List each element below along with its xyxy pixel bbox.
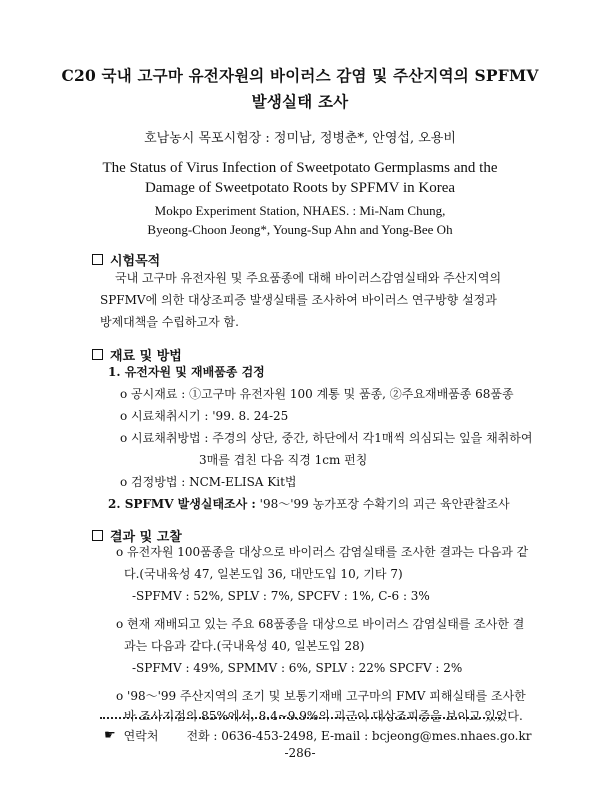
results-para2-line3: -SPFMV : 49%, SPMMV : 6%, SPLV : 22% SPCFV : 2%: [132, 661, 463, 675]
methods-item-1: o 공시재료 : ①고구마 유전자원 100 계통 및 품종, ②주요재배품종 68품종: [120, 387, 514, 401]
methods-subheading-1: 1. 유전자원 및 재배품종 검정: [108, 365, 265, 379]
english-title-line1: The Status of Virus Infection of Sweetpotato Germplasms and the: [102, 160, 498, 176]
results-para2-line2: 과는 다음과 같다.(국내육성 40, 일본도입 28): [124, 639, 365, 653]
section-results-heading-label: 결과 및 고찰: [110, 530, 182, 545]
methods-item-4: o 검정방법 : NCM-ELISA Kit법: [120, 475, 297, 489]
pointing-hand-icon: ☛: [104, 728, 116, 743]
methods-item-3: o 시료채취방법 : 주경의 상단, 중간, 하단에서 각1매씩 의심되는 잎을 채취하여: [120, 431, 533, 445]
purpose-line-1: 국내 고구마 유전자원 및 주요품종에 대해 바이러스감염실태와 주산지역의: [115, 271, 502, 285]
korean-authors: 호남농시 목포시험장 : 정미남, 정병춘*, 안영섭, 오용비: [144, 131, 456, 146]
results-para3-line2: 바 조사지점의 85%에서, 8.4~9.9%의 괴근이 대상조피증을 보이고 있었다.: [124, 709, 523, 723]
contact-text: 전화 : 0636-453-2498, E-mail : bcjeong@mes.nhaes.go.kr: [186, 729, 532, 743]
page-number: -286-: [284, 746, 316, 760]
results-para2-line1: o 현재 재배되고 있는 주요 68품종을 대상으로 바이러스 감염실태를 조사한 결: [116, 617, 525, 631]
methods-subheading-2-label: 2. SPFMV 발생실태조사 :: [108, 497, 256, 511]
methods-item-2: o 시료채취시기 : '99. 8. 24-25: [120, 409, 289, 423]
section-purpose-heading-label: 시험목적: [110, 254, 161, 269]
english-title-line2: Damage of Sweetpotato Roots by SPFMV in Korea: [144, 180, 456, 196]
contact-label: 연락처: [123, 729, 159, 743]
checkbox-square-icon: [92, 349, 103, 360]
checkbox-square-icon: [92, 530, 103, 541]
methods-subheading-2-text: '98～'99 농가포장 수확기의 괴근 육안관찰조사: [255, 497, 510, 511]
methods-subheading-2: [108, 492, 510, 516]
dotted-divider: [100, 717, 500, 719]
checkbox-square-icon: [92, 254, 103, 265]
paper-title-line1: C20 국내 고구마 유전자원의 바이러스 감염 및 주산지역의 SPFMV: [61, 66, 539, 85]
paper-title-line2: 발생실태 조사: [251, 92, 349, 111]
purpose-line-3: 방제대책을 수립하고자 함.: [100, 315, 239, 329]
section-methods-heading-label: 재료 및 방법: [110, 349, 182, 364]
contact-line: [104, 727, 531, 744]
results-para1-line2: 다.(국내육성 47, 일본도입 36, 대만도입 10, 기타 7): [124, 567, 403, 581]
results-para3-line1: o '98～'99 주산지역의 조기 및 보통기재배 고구마의 FMV 피해실태를 조사한: [116, 689, 526, 703]
english-affiliation-line1: Mokpo Experiment Station, NHAES. : Mi-Nam Chung,: [154, 203, 446, 218]
english-affiliation-line2: Byeong-Choon Jeong*, Young-Sup Ahn and Yong-Bee Oh: [147, 222, 453, 237]
purpose-line-2: SPFMV에 의한 대상조피증 발생실태를 조사하여 바이러스 연구방향 설정과: [100, 293, 497, 307]
methods-item-3-continued: 3매를 겹친 다음 직경 1cm 펀칭: [199, 453, 368, 467]
results-para1-line1: o 유전자원 100품종을 대상으로 바이러스 감염실태를 조사한 결과는 다음과 같: [116, 545, 529, 559]
results-para1-line3: -SPFMV : 52%, SPLV : 7%, SPCFV : 1%, C-6 : 3%: [132, 589, 430, 603]
